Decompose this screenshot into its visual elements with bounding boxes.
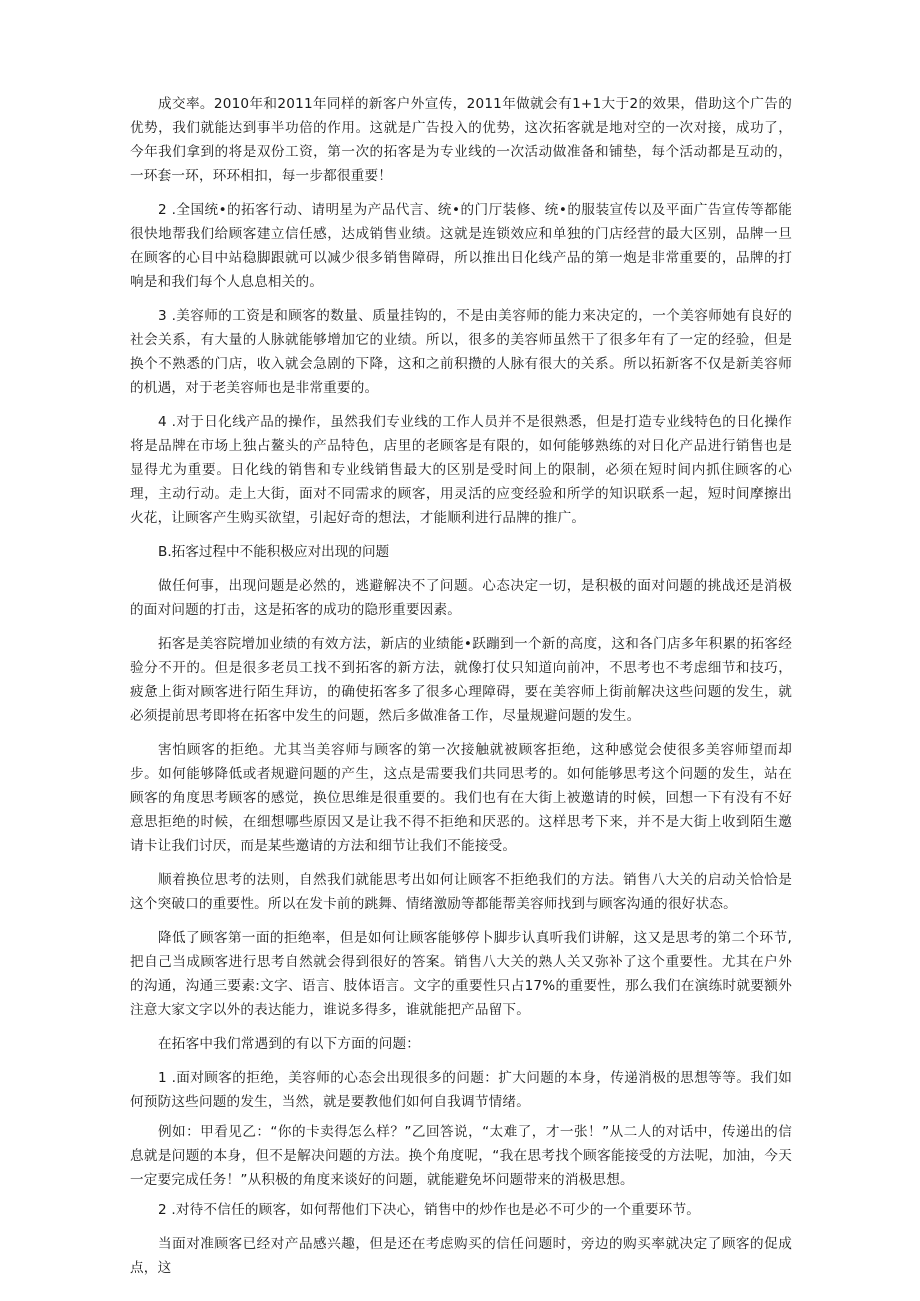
- paragraph-fear-rejection: 害怕顾客的拒绝。尤其当美容师与顾客的第一次接触就被顾客拒绝，这种感觉会使很多美容师望而却步。如何能够降低或者规避问题的产生，这点是需要我们共同思考的。如何能够思考这个问题的发生，站在顾客的角度思考顾客的感觉，换位思维是很重要的。我们也有在大街上被邀请的时候，回想一下有没有不好意思拒绝的时候，在细想哪些原因又是让我不得不拒绝和厌恶的。这样思考下来，并不是大街上收到陌生邀请卡让我们讨厌，而是某些邀请的方法和细节让我们不能接受。: [130, 742, 792, 854]
- paragraph-example: 例如：甲看见乙：“你的卡卖得怎么样？”乙回答说，“太难了，才一张！”从二人的对话中，传递出的信息就是问题的本身，但不是解决问题的方法。换个角度呢，“我在思考找个顾客能接受的方法呢，加油，今天一定要完成任务！”从积极的角度来谈好的问题，就能避免坏问题带来的消极思想。: [130, 1124, 792, 1188]
- paragraph-trust-issue: 当面对准顾客已经对产品感兴趣，但是还在考虑购买的信任问题时，旁边的购买率就决定了顾客的促成点，这: [130, 1236, 792, 1276]
- paragraph-point-3: 3 .美容师的工资是和顾客的数量、质量挂钩的，不是由美容师的能力来决定的，一个美容师她有良好的社会关系，有大量的人脉就能够增加它的业绩。所以，很多的美容师虽然干了很多年有了一定的经验，但是换个不熟悉的门店，收入就会急剧的下降，这和之前积攒的人脉有很大的关系。所以拓新客不仅是新美容师的机遇，对于老美容师也是非常重要的。: [130, 308, 792, 396]
- paragraph-common-problems: 在拓客中我们常遇到的有以下方面的问题：: [158, 1036, 421, 1052]
- paragraph-problems-intro: 做任何事，出现问题是必然的，逃避解决不了问题。心态决定一切，是积极的面对问题的挑战还是消极的面对问题的打击，这是拓客的成功的隐形重要因素。: [130, 578, 792, 618]
- paragraph-ad-effect: 成交率。2010年和2011年同样的新客户外宣传，2011年做就会有1+1大于2的效果，借助这个广告的优势，我们就能达到事半功倍的作用。这就是广告投入的优势，这次拓客就是地对空的一次对接，成功了，今年我们拿到的将是双份工资，第一次的拓客是为专业线的一次活动做准备和铺垫，每个活动都是互动的，一环套一环，环环相扣，每一步都很重要！: [130, 96, 792, 184]
- paragraph-point-4: 4 .对于日化线产品的操作，虽然我们专业线的工作人员并不是很熟悉，但是打造专业线特色的日化操作将是品牌在市场上独占鳌头的产品特色，店里的老顾客是有限的，如何能够熟练的对日化产品进行销售也是显得尤为重要。日化线的销售和专业线销售最大的区别是受时间上的限制，必须在短时间内抓住顾客的心理，主动行动。走上大街，面对不同需求的顾客，用灵活的应变经验和所学的知识联系一起，短时间摩擦出火花，让顾客产生购买欲望，引起好奇的想法，才能顺利进行品牌的推广。: [130, 414, 792, 526]
- paragraph-empathy-rule: 顺着换位思考的法则，自然我们就能思考出如何让顾客不拒绝我们的方法。销售八大关的启动关恰恰是这个突破口的重要性。所以在发卡前的跳舞、情绪激励等都能帮美容师找到与顾客沟通的很好状态。: [130, 872, 792, 912]
- paragraph-tuoke-methods: 拓客是美容院增加业绩的有效方法，新店的业绩能•跃蹦到一个新的高度，这和各门店多年积累的拓客经验分不开的。但是很多老员工找不到拓客的新方法，就像打仗只知道向前冲，不思考也不考虑细节和技巧，疲惫上街对顾客进行陌生拜访，的确使拓客多了很多心理障碍，要在美容师上街前解决这些问题的发生，就必须提前思考即将在拓客中发生的问题，然后多做准备工作，尽量规避问题的发生。: [130, 636, 792, 724]
- paragraph-point-2: 2 .全国统•的拓客行动、请明星为产品代言、统•的门厅装修、统•的服装宣传以及平面广告宣传等都能很快地帮我们给顾客建立信任感，达成销售业绩。这就是连锁效应和单独的门店经营的最大区别，品牌一旦在顾客的心目中站稳脚跟就可以减少很多销售障碍，所以推出日化线产品的第一炮是非常重要的，品牌的打响是和我们每个人息息相关的。: [130, 202, 792, 290]
- paragraph-problem-1: 1 .面对顾客的拒绝，美容师的心态会出现很多的问题：扩大问题的本身，传递消极的思想等等。我们如何预防这些问题的发生，当然，就是要教他们如何自我调节情绪。: [130, 1070, 792, 1110]
- paragraph-problem-2: 2 .对待不信任的顾客，如何帮他们下决心，销售中的炒作也是必不可少的一个重要环节。: [158, 1202, 701, 1218]
- section-b-heading: B.拓客过程中不能积极应对出现的问题: [158, 544, 390, 560]
- paragraph-lower-rejection: 降低了顾客第一面的拒绝率，但是如何让顾客能够停卜脚步认真听我们讲解，这又是思考的第二个环节,把自己当成顾客进行思考自然就会得到很好的答案。销售八大关的熟人关又弥补了这个重要性。尤其在户外的沟通，沟通三要素:文字、语言、肢体语言。文字的重要性只占17%的重要性，那么我们在演练时就要额外注意大家文字以外的表达能力，谁说多得多，谁就能把产品留下。: [130, 930, 792, 1018]
